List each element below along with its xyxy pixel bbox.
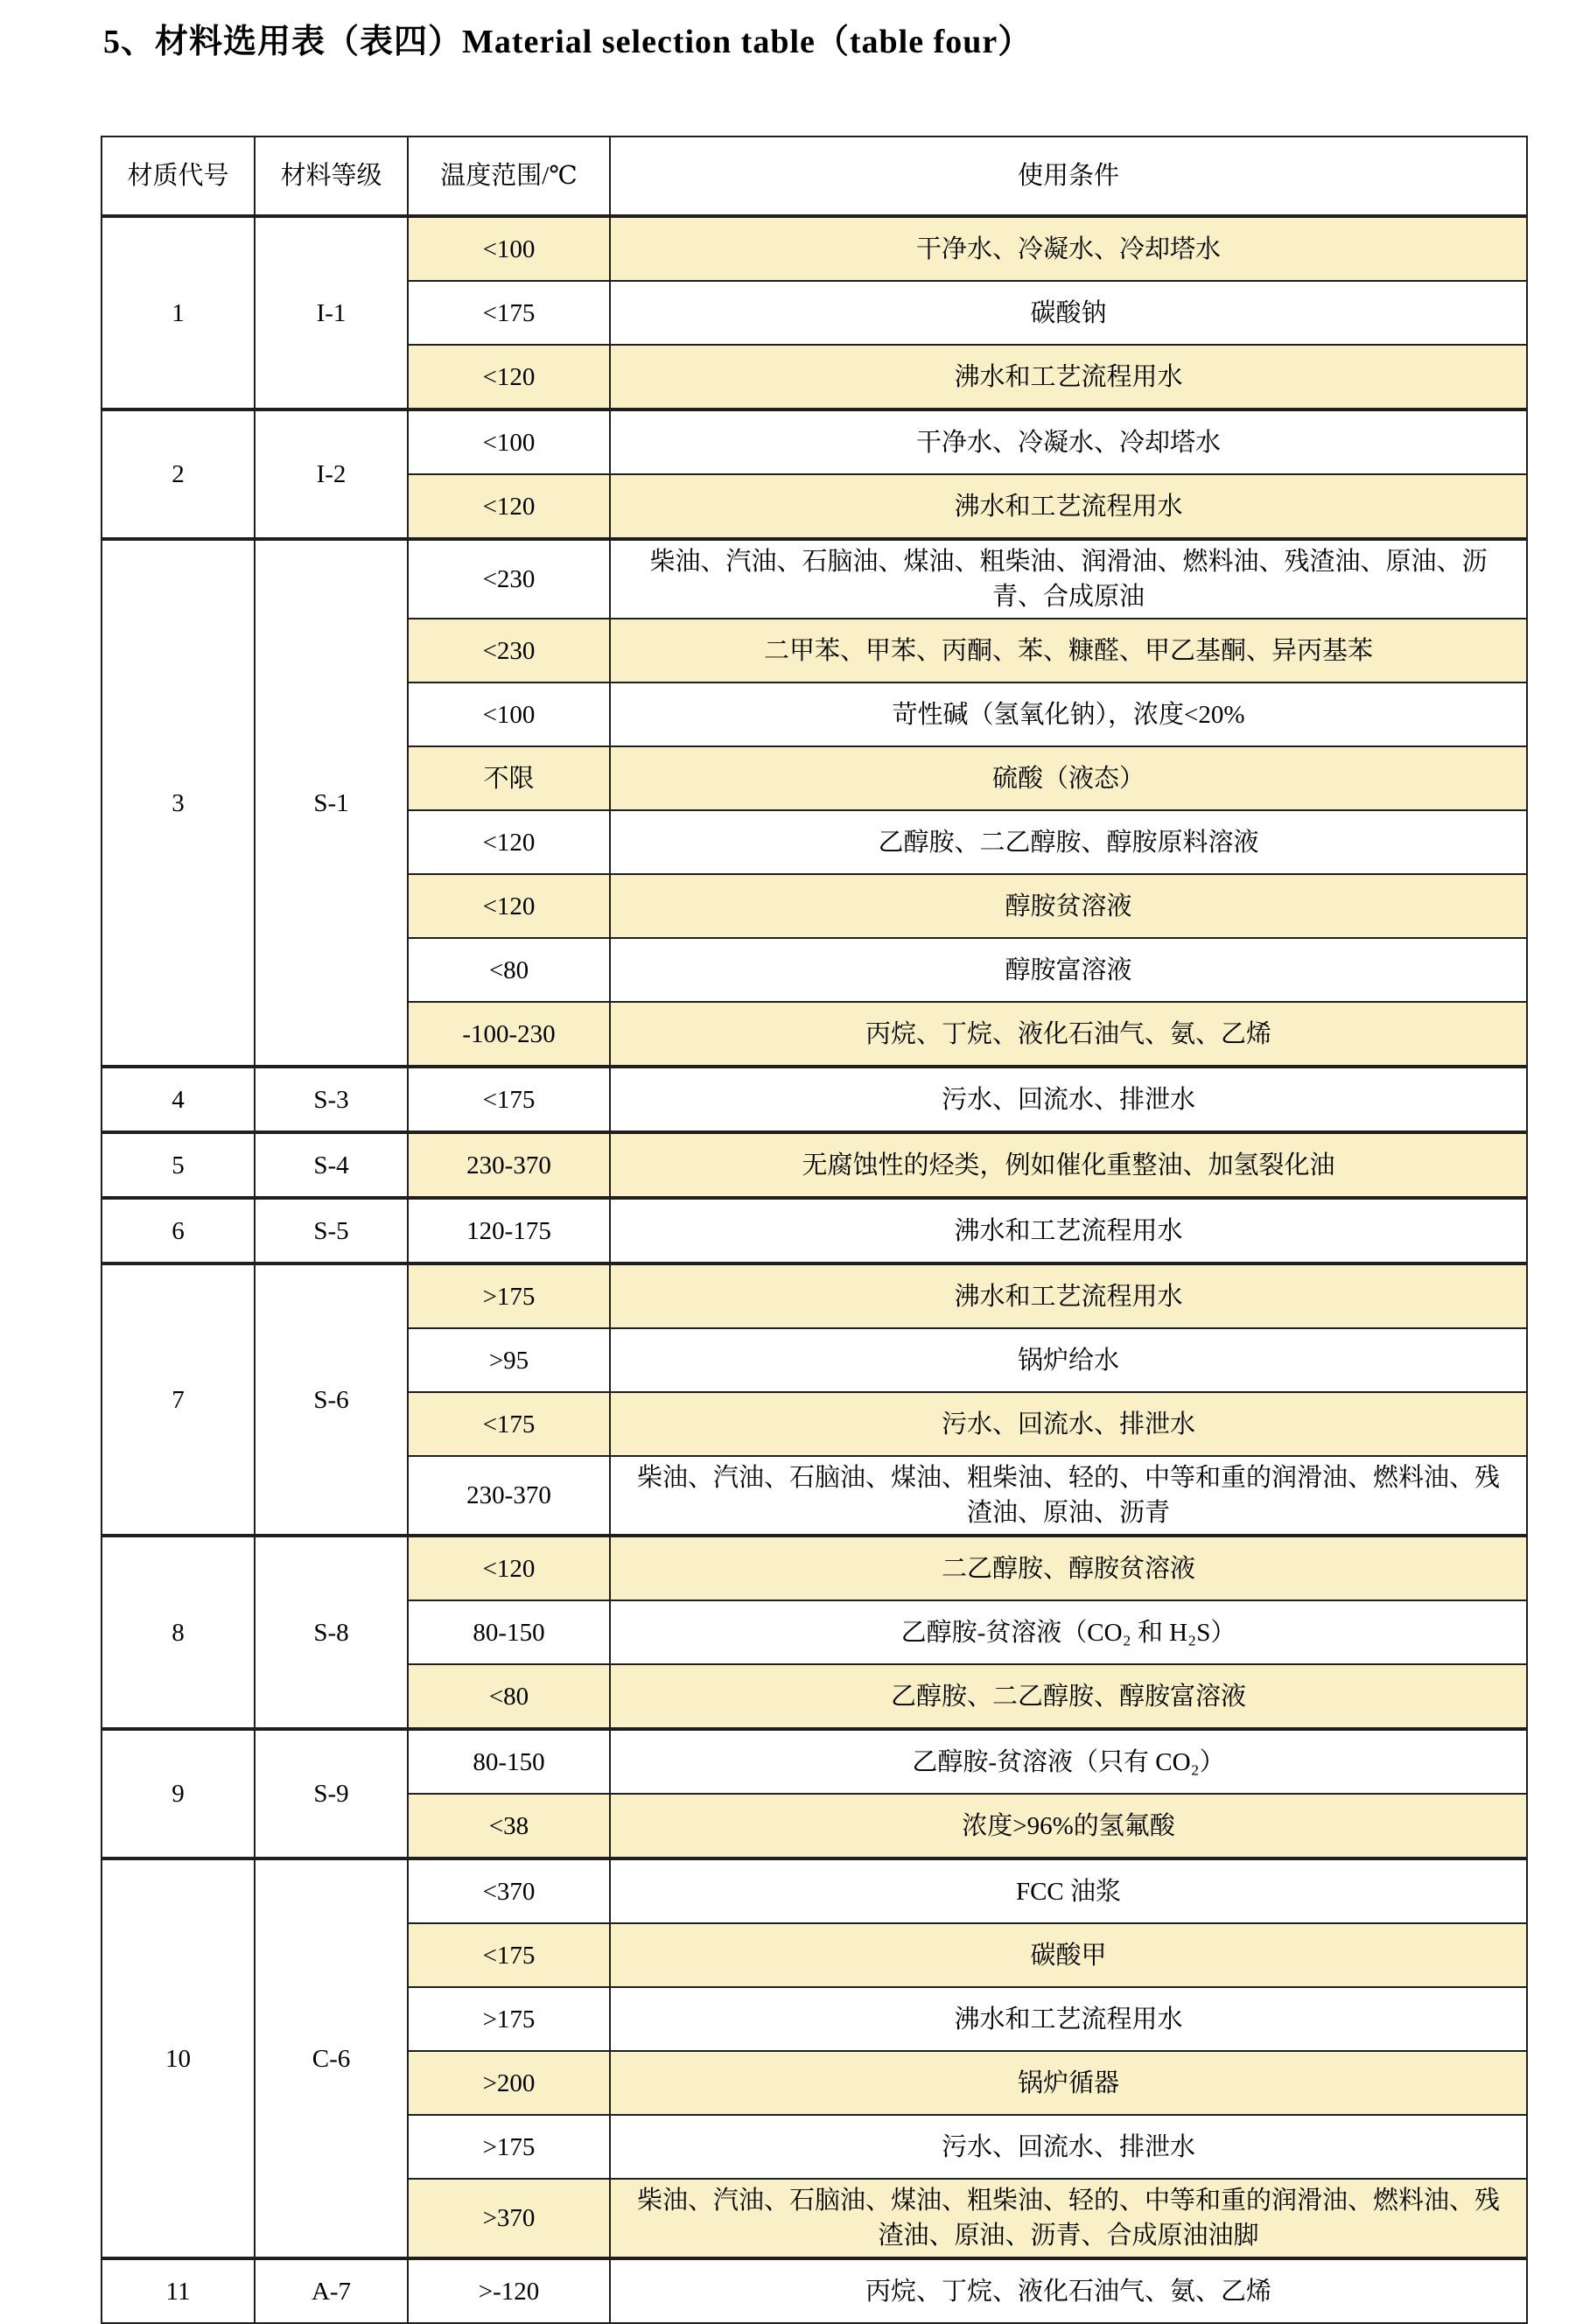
usage-condition-cell: 柴油、汽油、石脑油、煤油、粗柴油、润滑油、燃料油、残渣油、原油、沥青、合成原油 xyxy=(610,539,1527,619)
temperature-range-cell: <175 xyxy=(408,1392,610,1456)
temperature-range-cell: >370 xyxy=(408,2179,610,2258)
table-row xyxy=(102,1729,1527,1794)
material-code-cell: 2 xyxy=(102,410,255,539)
table-row xyxy=(102,1067,1527,1132)
usage-condition-cell: 丙烷、丁烷、液化石油气、氨、乙烯 xyxy=(610,2258,1527,2323)
usage-condition-cell: 碳酸甲 xyxy=(610,1923,1527,1987)
temperature-range-cell: >175 xyxy=(408,1264,610,1328)
temperature-range-cell: >200 xyxy=(408,2051,610,2115)
usage-condition-cell: 苛性碱（氢氧化钠），浓度<20% xyxy=(610,682,1527,746)
header-material-grade: 材料等级 xyxy=(255,136,408,216)
temperature-range-cell: <230 xyxy=(408,539,610,619)
temperature-range-cell: <100 xyxy=(408,216,610,281)
temperature-range-cell: <120 xyxy=(408,810,610,874)
usage-condition-cell: 无腐蚀性的烃类，例如催化重整油、加氢裂化油 xyxy=(610,1132,1527,1198)
material-grade-cell: S-9 xyxy=(255,1729,408,1858)
material-code-cell: 4 xyxy=(102,1067,255,1132)
temperature-range-cell: <175 xyxy=(408,281,610,345)
usage-condition-cell: 碳酸钠 xyxy=(610,281,1527,345)
table-header-row xyxy=(102,136,1527,216)
usage-condition-cell: 柴油、汽油、石脑油、煤油、粗柴油、轻的、中等和重的润滑油、燃料油、残渣油、原油、沥青、合成原油油脚 xyxy=(610,2179,1527,2258)
usage-condition-cell: 二乙醇胺、醇胺贫溶液 xyxy=(610,1536,1527,1600)
material-code-cell: 7 xyxy=(102,1264,255,1536)
usage-condition-cell: 柴油、汽油、石脑油、煤油、粗柴油、轻的、中等和重的润滑油、燃料油、残渣油、原油、沥青 xyxy=(610,1456,1527,1536)
material-code-cell: 9 xyxy=(102,1729,255,1858)
usage-condition-cell: 丙烷、丁烷、液化石油气、氨、乙烯 xyxy=(610,1002,1527,1067)
temperature-range-cell: <120 xyxy=(408,474,610,539)
header-material-code: 材质代号 xyxy=(102,136,255,216)
usage-condition-cell: 污水、回流水、排泄水 xyxy=(610,1067,1527,1132)
usage-condition-cell: 乙醇胺、二乙醇胺、醇胺原料溶液 xyxy=(610,810,1527,874)
usage-condition-cell: 乙醇胺、二乙醇胺、醇胺富溶液 xyxy=(610,1664,1527,1729)
material-grade-cell: S-8 xyxy=(255,1536,408,1729)
temperature-range-cell: 120-175 xyxy=(408,1198,610,1264)
usage-condition-cell: 二甲苯、甲苯、丙酮、苯、糠醛、甲乙基酮、异丙基苯 xyxy=(610,619,1527,682)
table-row xyxy=(102,410,1527,474)
usage-condition-cell: 醇胺贫溶液 xyxy=(610,874,1527,938)
temperature-range-cell: <120 xyxy=(408,1536,610,1600)
material-code-cell: 6 xyxy=(102,1198,255,1264)
material-grade-cell: S-1 xyxy=(255,539,408,1067)
material-code-cell: 8 xyxy=(102,1536,255,1729)
usage-condition-cell: 干净水、冷凝水、冷却塔水 xyxy=(610,410,1527,474)
temperature-range-cell: <120 xyxy=(408,874,610,938)
temperature-range-cell: 80-150 xyxy=(408,1729,610,1794)
usage-condition-cell: 醇胺富溶液 xyxy=(610,938,1527,1002)
table-row xyxy=(102,1132,1527,1198)
table-body xyxy=(102,216,1527,2323)
material-grade-cell: S-4 xyxy=(255,1132,408,1198)
usage-condition-cell: 锅炉循器 xyxy=(610,2051,1527,2115)
temperature-range-cell: <175 xyxy=(408,1067,610,1132)
material-grade-cell: S-3 xyxy=(255,1067,408,1132)
material-selection-table xyxy=(101,136,1528,2324)
usage-condition-cell: FCC 油浆 xyxy=(610,1858,1527,1923)
temperature-range-cell: 不限 xyxy=(408,746,610,810)
temperature-range-cell: <38 xyxy=(408,1794,610,1858)
table-row xyxy=(102,1198,1527,1264)
material-grade-cell: C-6 xyxy=(255,1858,408,2258)
material-code-cell: 11 xyxy=(102,2258,255,2323)
table-row xyxy=(102,1858,1527,1923)
temperature-range-cell: 230-370 xyxy=(408,1132,610,1198)
temperature-range-cell: 80-150 xyxy=(408,1600,610,1664)
usage-condition-cell: 乙醇胺-贫溶液（CO₂ 和 H₂S） xyxy=(610,1600,1527,1664)
material-grade-cell: S-6 xyxy=(255,1264,408,1536)
material-grade-cell: S-5 xyxy=(255,1198,408,1264)
usage-condition-cell: 污水、回流水、排泄水 xyxy=(610,1392,1527,1456)
temperature-range-cell: >95 xyxy=(408,1328,610,1392)
material-code-cell: 3 xyxy=(102,539,255,1067)
usage-condition-cell: 乙醇胺-贫溶液（只有 CO₂） xyxy=(610,1729,1527,1794)
table-row xyxy=(102,216,1527,281)
temperature-range-cell: -100-230 xyxy=(408,1002,610,1067)
table-row xyxy=(102,1264,1527,1328)
temperature-range-cell: <370 xyxy=(408,1858,610,1923)
table-row xyxy=(102,539,1527,619)
temperature-range-cell: <80 xyxy=(408,938,610,1002)
usage-condition-cell: 锅炉给水 xyxy=(610,1328,1527,1392)
usage-condition-cell: 沸水和工艺流程用水 xyxy=(610,345,1527,410)
usage-condition-cell: 干净水、冷凝水、冷却塔水 xyxy=(610,216,1527,281)
temperature-range-cell: 230-370 xyxy=(408,1456,610,1536)
material-code-cell: 5 xyxy=(102,1132,255,1198)
temperature-range-cell: >175 xyxy=(408,2115,610,2179)
usage-condition-cell: 沸水和工艺流程用水 xyxy=(610,1198,1527,1264)
temperature-range-cell: <100 xyxy=(408,410,610,474)
temperature-range-cell: <230 xyxy=(408,619,610,682)
material-grade-cell: I-1 xyxy=(255,216,408,410)
temperature-range-cell: <175 xyxy=(408,1923,610,1987)
usage-condition-cell: 沸水和工艺流程用水 xyxy=(610,1987,1527,2051)
usage-condition-cell: 硫酸（液态） xyxy=(610,746,1527,810)
usage-condition-cell: 浓度>96%的氢氟酸 xyxy=(610,1794,1527,1858)
temperature-range-cell: <80 xyxy=(408,1664,610,1729)
material-grade-cell: A-7 xyxy=(255,2258,408,2323)
table-row xyxy=(102,1536,1527,1600)
header-temperature-range: 温度范围/℃ xyxy=(408,136,610,216)
material-code-cell: 1 xyxy=(102,216,255,410)
table-row xyxy=(102,2258,1527,2323)
temperature-range-cell: >175 xyxy=(408,1987,610,2051)
material-code-cell: 10 xyxy=(102,1858,255,2258)
page-title: 5、材料选用表（表四）Material selection table（table four） xyxy=(103,24,1033,60)
temperature-range-cell: <100 xyxy=(408,682,610,746)
temperature-range-cell: >-120 xyxy=(408,2258,610,2323)
material-grade-cell: I-2 xyxy=(255,410,408,539)
usage-condition-cell: 沸水和工艺流程用水 xyxy=(610,474,1527,539)
header-usage-condition: 使用条件 xyxy=(610,136,1527,216)
usage-condition-cell: 污水、回流水、排泄水 xyxy=(610,2115,1527,2179)
usage-condition-cell: 沸水和工艺流程用水 xyxy=(610,1264,1527,1328)
temperature-range-cell: <120 xyxy=(408,345,610,410)
